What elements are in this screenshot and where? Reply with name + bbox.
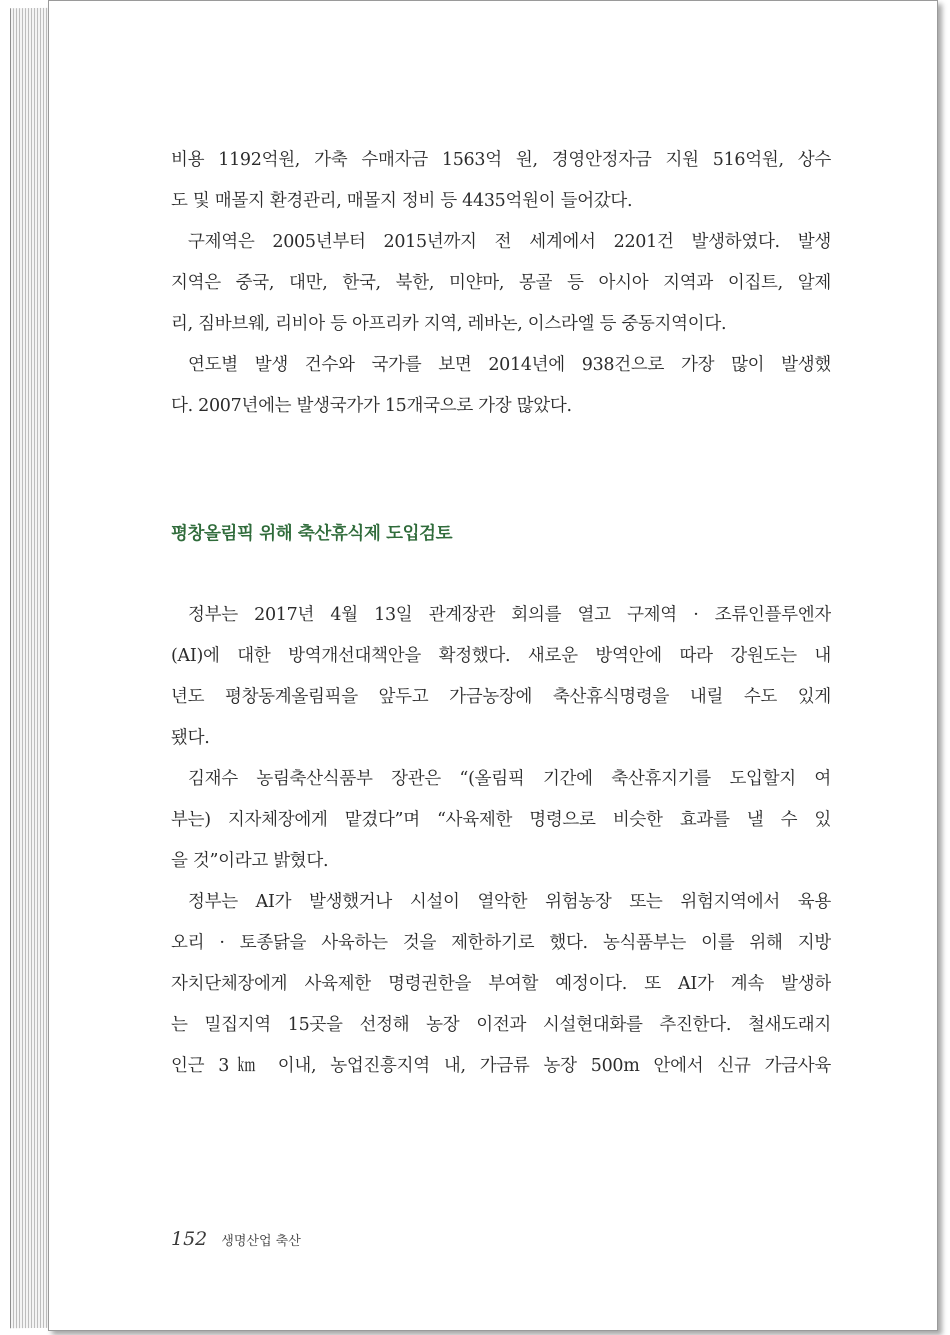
text-line: 오리 · 토종닭을 사육하는 것을 제한하기로 했다. 농식품부는 이를 위해 지방: [171, 933, 831, 953]
text-line: 도 및 매몰지 환경관리, 매몰지 정비 등 4435억원이 들어갔다.: [171, 191, 633, 211]
text-line: 연도별 발생 건수와 국가를 보면 2014년에 938건으로 가장 많이 발생했: [188, 355, 831, 375]
text-block-bottom: [171, 600, 831, 1092]
text-line: 는 밀집지역 15곳을 선정해 농장 이전과 시설현대화를 추진한다. 철새도래지: [171, 1015, 831, 1035]
page-footer: [171, 1228, 301, 1250]
text-block-top: [171, 145, 831, 432]
text-line: 김재수 농림축산식품부 장관은 “(올림픽 기간에 축산휴지기를 도입할지 여: [188, 769, 831, 789]
page-number: 152: [171, 1228, 208, 1250]
text-line: 구제역은 2005년부터 2015년까지 전 세계에서 2201건 발생하였다. 발생: [188, 232, 831, 252]
paragraph: [171, 350, 831, 432]
section-heading: 평창올림픽 위해 축산휴식제 도입검토: [171, 524, 453, 544]
text-line: 지역은 중국, 대만, 한국, 북한, 미얀마, 몽골 등 아시아 지역과 이집트, 알제: [171, 273, 831, 293]
text-line: 정부는 AI가 발생했거나 시설이 열악한 위험농장 또는 위험지역에서 육용: [188, 892, 831, 912]
paragraph: [171, 887, 831, 1092]
text-line: 비용 1192억원, 가축 수매자금 1563억 원, 경영안정자금 지원 516억원, 상수: [171, 150, 831, 170]
text-line: 년도 평창동계올림픽을 앞두고 가금농장에 축산휴식명령을 내릴 수도 있게: [171, 687, 831, 707]
paragraph: [171, 145, 831, 227]
text-line: (AI)에 대한 방역개선대책안을 확정했다. 새로운 방역안에 따라 강원도는 내: [171, 646, 831, 666]
text-line: 부는) 지자체장에게 맡겼다”며 “사육제한 명령으로 비슷한 효과를 낼 수 있: [171, 810, 831, 830]
paragraph: [171, 227, 831, 350]
text-line: 인근 3㎞ 이내, 농업진흥지역 내, 가금류 농장 500m 안에서 신규 가금사육: [171, 1056, 831, 1076]
paragraph: [171, 600, 831, 764]
text-line: 정부는 2017년 4월 13일 관계장관 회의를 열고 구제역 · 조류인플루엔자: [188, 605, 831, 625]
text-line: 리, 짐바브웨, 리비아 등 아프리카 지역, 레바논, 이스라엘 등 중동지역이다.: [171, 314, 727, 334]
text-line: 됐다.: [171, 728, 210, 748]
paragraph: [171, 764, 831, 887]
text-line: 을 것”이라고 밝혔다.: [171, 851, 329, 871]
text-line: 자치단체장에게 사육제한 명령권한을 부여할 예정이다. 또 AI가 계속 발생하: [171, 974, 831, 994]
running-title: 생명산업 축산: [221, 1234, 301, 1249]
text-line: 다. 2007년에는 발생국가가 15개국으로 가장 많았다.: [171, 396, 572, 416]
